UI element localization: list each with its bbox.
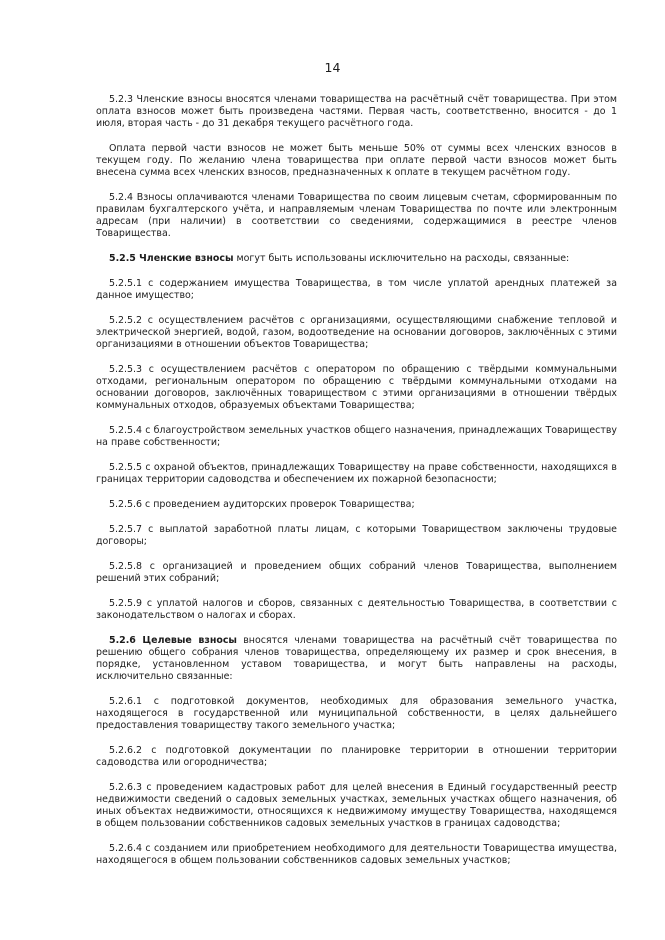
paragraph-5-2-5-1: 5.2.5.1 с содержанием имущества Товарищества, в том числе уплатой арендных платежей за данное имущество; [96, 278, 617, 301]
section-heading: 5.2.5 Членские взносы [109, 253, 234, 264]
paragraph-5-2-4: 5.2.4 Взносы оплачиваются членами Товарищества по своим лицевым счетам, сформированным по правилам бухгалтерского учёта, и направляемым членам Товарищества по почте или электронным адресам (при наличии) в соответствии со сведениями, содержащимися в реестре членов Товарищества. [96, 192, 617, 239]
paragraph-5-2-6-2: 5.2.6.2 с подготовкой документации по планировке территории в отношении территории садоводства или огородничества; [96, 745, 617, 768]
paragraph-5-2-6: 5.2.6 Целевые взносы вносятся членами товарищества на расчётный счёт товарищества по решению общего собрания членов товарищества, определяющему их размер и срок внесения, в порядке, установленном уставом товарищества, и могут быть направлены на расходы, исключительно связанные: [96, 635, 617, 682]
paragraph-5-2-5-2: 5.2.5.2 с осуществлением расчётов с организациями, осуществляющими снабжение тепловой и электрической энергией, водой, газом, водоотведение на основании договоров, заключённых с этими организациями в отношении объектов Товарищества; [96, 315, 617, 350]
paragraph-5-2-5-3: 5.2.5.3 с осуществлением расчётов с оператором по обращению с твёрдыми коммунальными отходами, региональным оператором по обращению с твёрдыми коммунальными отходами на основании договоров, заключённых товариществом с этими организациями в отношении твёрдых коммунальных отходов, образуемых объектами Товарищества; [96, 364, 617, 411]
paragraph-5-2-6-4: 5.2.6.4 с созданием или приобретением необходимого для деятельности Товарищества имущества, находящегося в общем пользовании собственников садовых земельных участков; [96, 843, 617, 866]
section-heading: 5.2.6 Целевые взносы [109, 635, 237, 646]
paragraph-5-2-6-1: 5.2.6.1 с подготовкой документов, необходимых для образования земельного участка, находящегося в государственной или муниципальной собственности, в целях дальнейшего предоставления товариществу такого земельного участка; [96, 696, 617, 731]
page-number: 14 [324, 60, 341, 75]
paragraph-5-2-6-3: 5.2.6.3 с проведением кадастровых работ для целей внесения в Единый государственный реестр недвижимости сведений о садовых земельных участках, земельных участках общего назначения, об иных объектах недвижимости, относящихся к недвижимому имуществу Товарищества, находящемся в общем пользовании собственников садовых земельных участков в границах садоводства; [96, 782, 617, 829]
paragraph-5-2-5-7: 5.2.5.7 с выплатой заработной платы лицам, с которыми Товариществом заключены трудовые договоры; [96, 524, 617, 547]
paragraph-5-2-5-4: 5.2.5.4 с благоустройством земельных участков общего назначения, принадлежащих Товариществу на праве собственности; [96, 425, 617, 448]
paragraph-5-2-5-5: 5.2.5.5 с охраной объектов, принадлежащих Товариществу на праве собственности, находящихся в границах территории садоводства и обеспечением их пожарной безопасности; [96, 462, 617, 485]
paragraph-first-payment: Оплата первой части взносов не может быть меньше 50% от суммы всех членских взносов в текущем году. По желанию члена товарищества при оплате первой части взносов может быть внесена сумма всех членских взносов, предназначенных к оплате в текущем расчётном году. [96, 143, 617, 178]
document-body [96, 94, 617, 880]
paragraph-5-2-5-6: 5.2.5.6 с проведением аудиторских проверок Товарищества; [109, 499, 415, 510]
paragraph-5-2-5-9: 5.2.5.9 с уплатой налогов и сборов, связанных с деятельностью Товарищества, в соответствии с законодательством о налогах и сборах. [96, 598, 617, 621]
paragraph-5-2-3: 5.2.3 Членские взносы вносятся членами товарищества на расчётный счёт товарищества. При этом оплата взносов может быть произведена частями. Первая часть, соответственно, вносится - до 1 июля, вторая часть - до 31 декабря текущего расчётного года. [96, 94, 617, 129]
paragraph-5-2-5-8: 5.2.5.8 с организацией и проведением общих собраний членов Товарищества, выполнением решений этих собраний; [96, 561, 617, 584]
paragraph-5-2-5: 5.2.5 Членские взносы могут быть использованы исключительно на расходы, связанные: [109, 253, 570, 264]
